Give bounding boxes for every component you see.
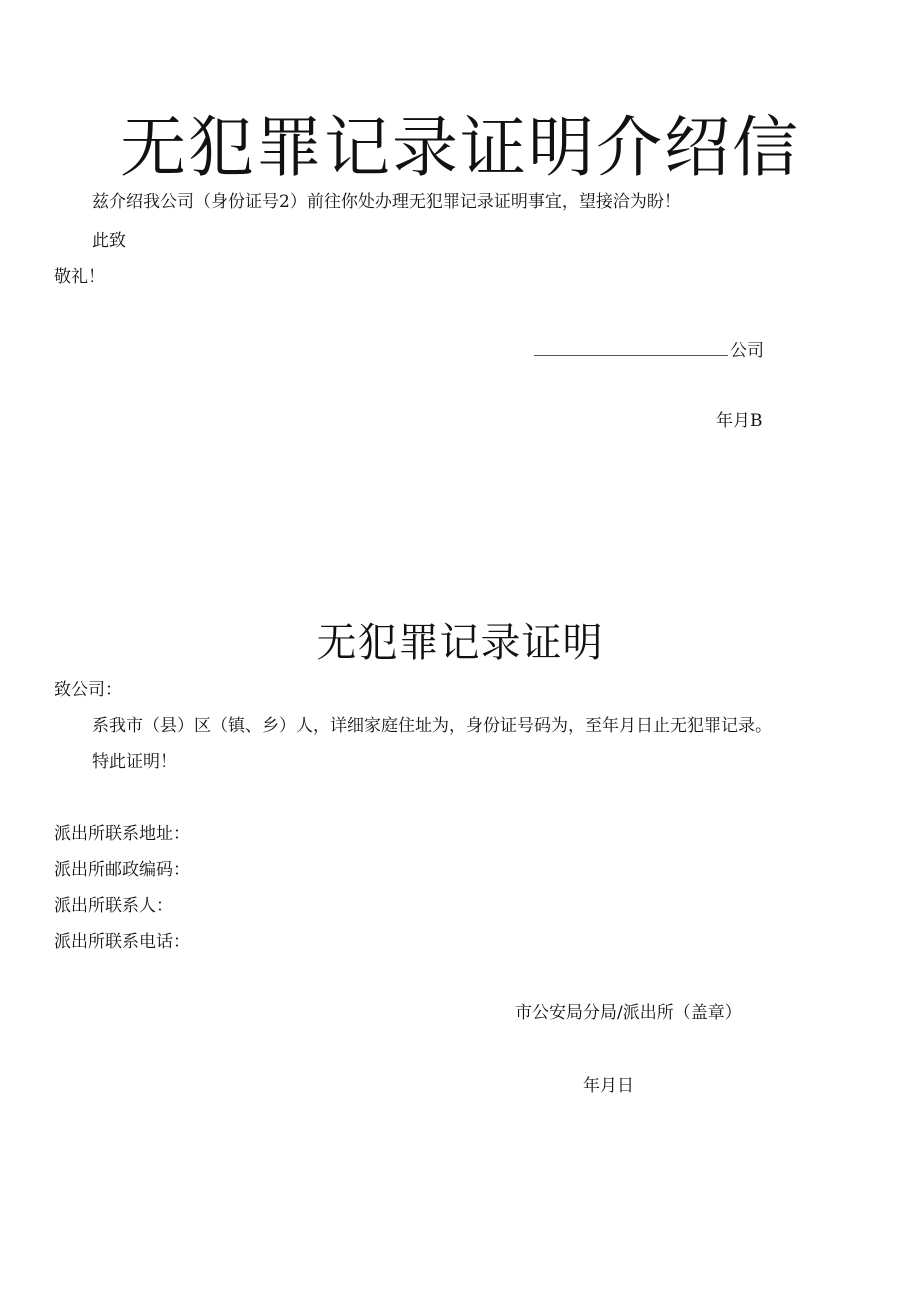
- certificate-date: 年月日: [583, 1076, 634, 1096]
- field-police-address: 派出所联系地址：: [54, 824, 190, 844]
- signature-blank-line: [534, 337, 728, 356]
- letter-title: 无犯罪记录证明介绍信: [120, 109, 800, 187]
- field-police-phone: 派出所联系电话：: [54, 932, 190, 952]
- letter-company-signature: [534, 337, 764, 363]
- certificate-body: 系我市（县）区（镇、乡）人，详细家庭住址为，身份证号码为，至年月日止无犯罪记录。: [92, 716, 772, 736]
- certificate-salutation: 致公司：: [54, 680, 122, 700]
- letter-date: 年月B: [716, 411, 763, 431]
- field-police-contact: 派出所联系人：: [54, 896, 173, 916]
- field-police-postcode: 派出所邮政编码：: [54, 860, 190, 880]
- certificate-title: 无犯罪记录证明: [316, 620, 604, 667]
- letter-closing-ci-zhi: 此致: [92, 231, 126, 251]
- letter-closing-jing-li: 敬礼！: [54, 267, 105, 287]
- company-suffix: 公司: [730, 341, 764, 361]
- letter-body: 兹介绍我公司（身份证号2）前往你处办理无犯罪记录证明事宜，望接洽为盼！: [92, 192, 681, 212]
- certificate-issuer: 市公安局分局/派出所（盖章）: [515, 1003, 742, 1023]
- certificate-closing: 特此证明！: [92, 752, 177, 772]
